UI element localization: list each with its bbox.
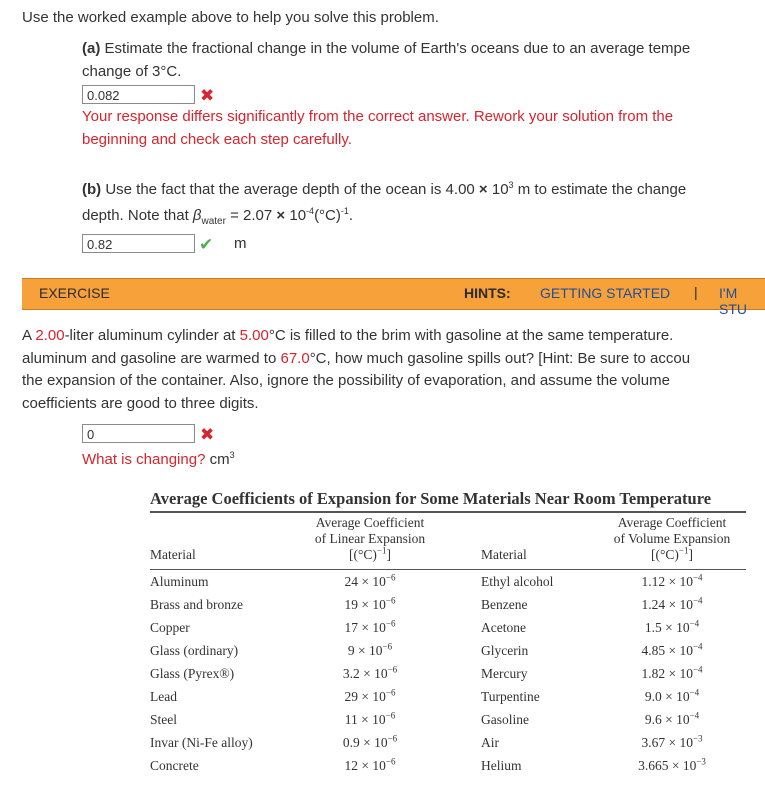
volume-header-line1: Average Coefficient xyxy=(617,515,727,530)
part-b-label: (b) xyxy=(82,181,102,198)
part-a-label: (a) xyxy=(82,40,101,57)
initial-temp-value: 5.00 xyxy=(239,327,269,344)
exercise-line3: the expansion of the container. Also, ignore the possibility of evaporation, and assume the volume xyxy=(22,372,670,389)
linear-header-line1: Average Coefficient xyxy=(315,515,425,530)
exercise-text-p2: -liter aluminum cylinder at xyxy=(64,327,240,344)
exercise-answer-input[interactable]: 0 xyxy=(82,424,195,443)
volume-material-cell: Glycerin xyxy=(481,643,529,658)
exercise-text-p1: A xyxy=(22,327,36,344)
exercise-problem-text xyxy=(22,325,765,415)
volume-material-cell: Benzene xyxy=(481,597,528,612)
exercise-unit: $cm^3$ xyxy=(209,450,235,468)
volume-coefficient-cell: $1.12 \times 10^{-4}$ xyxy=(641,572,703,589)
volume-material-cell: Acetone xyxy=(481,620,526,635)
volume-coefficient-cell: $9.0 \times 10^{-4}$ xyxy=(644,687,700,704)
final-temp-value: 67.0 xyxy=(280,349,310,367)
hints-label: HINTS: xyxy=(464,285,511,301)
linear-coefficient-cell: $12 \times 10^{-6}$ xyxy=(344,756,396,773)
part-a-feedback-line1: Your response differs significantly from the correct answer. Rework your solution from the xyxy=(82,108,674,125)
correct-check-icon: ✔ xyxy=(199,235,214,254)
volume-coefficient-cell: $3.665 \times 10^{-3}$ xyxy=(638,756,706,773)
part-b-answer-input[interactable]: 0.82 xyxy=(82,234,195,253)
volume-coefficient-cell: $3.67 \times 10^{-3}$ xyxy=(641,733,703,750)
part-b-exp: 3 xyxy=(508,180,514,190)
exercise-feedback xyxy=(82,451,235,468)
volume-material-cell: Ethyl alcohol xyxy=(481,574,554,589)
incorrect-x-icon: ✖ xyxy=(200,86,215,105)
volume-header-line3: $[(^\circ C)^{-1}]$ xyxy=(651,545,693,562)
linear-coefficient-cell: $24 \times 10^{-6}$ xyxy=(344,572,396,589)
linear-header-line3: $[(^\circ C)^{-1}]$ xyxy=(349,545,391,562)
part-b-unit: m xyxy=(234,235,247,252)
linear-material-cell: Lead xyxy=(150,689,177,704)
exercise-label: EXERCISE xyxy=(39,285,110,301)
banner-separator: | xyxy=(694,284,698,300)
part-b-line2-unit-exp: -1 xyxy=(340,206,349,216)
linear-header-line2: of Linear Expansion xyxy=(314,531,426,546)
part-b-line2-pre: depth. Note that xyxy=(82,207,189,224)
linear-material-cell: Invar (Ni-Fe alloy) xyxy=(150,735,253,750)
linear-coefficient-cell: $17 \times 10^{-6}$ xyxy=(344,618,396,635)
exercise-text-p5: °C, how much gasoline spills out? [Hint: Be sure to accou xyxy=(309,349,691,367)
exercise-line1 xyxy=(22,325,765,348)
incorrect-x-icon: ✖ xyxy=(200,425,215,444)
table-title: Average Coefficients of Expansion for Some Materials Near Room Temperature xyxy=(150,489,712,508)
volume-material-cell: Helium xyxy=(481,758,522,773)
linear-coefficient-cell: $9 \times 10^{-6}$ xyxy=(347,641,393,658)
linear-material-cell: Copper xyxy=(150,620,190,635)
table-header-rule xyxy=(150,569,746,570)
volume-material-cell: Mercury xyxy=(481,666,528,681)
part-a-feedback-line2: beginning and check each step carefully. xyxy=(82,131,352,148)
exercise-line4: coefficients are good to three digits. xyxy=(22,394,259,412)
table-top-rule xyxy=(150,511,746,513)
linear-coefficient-cell: $29 \times 10^{-6}$ xyxy=(344,687,396,704)
linear-coefficient-cell: $19 \times 10^{-6}$ xyxy=(344,595,396,612)
linear-material-cell: Brass and bronze xyxy=(150,597,243,612)
part-b-line2-exp: -4 xyxy=(306,206,315,216)
linear-material-cell: Glass (Pyrex®) xyxy=(150,666,235,681)
part-b-text-post: m to estimate the change xyxy=(517,181,687,198)
part-a-text-line2: change of 3°C. xyxy=(82,63,182,80)
material-column-header: Material xyxy=(150,547,196,562)
volume-coefficient-cell: $1.5 \times 10^{-4}$ xyxy=(644,618,700,635)
part-b-line2-end: . xyxy=(348,207,354,224)
material2-column-header: Material xyxy=(481,547,527,562)
exercise-line2 xyxy=(22,348,765,371)
exercise-text-p3: °C is filled to the brim with gasoline at the same temperature. xyxy=(268,327,674,344)
part-b-line2-base: 10 xyxy=(289,207,307,224)
exercise-text-p4: aluminum and gasoline are warmed to xyxy=(22,349,281,367)
volume-material-cell: Gasoline xyxy=(481,712,529,727)
beta-symbol: β xyxy=(192,207,202,224)
part-a-question xyxy=(82,40,690,57)
volume-header-line2: of Volume Expansion xyxy=(613,531,731,546)
part-a-answer-input[interactable]: 0.082 xyxy=(82,85,195,104)
getting-started-link[interactable]: GETTING STARTED xyxy=(540,285,671,301)
exercise-banner xyxy=(22,278,765,317)
part-b-text-line2 xyxy=(82,206,354,227)
part-b-line2-unit: (°C) xyxy=(314,207,341,224)
linear-coefficient-cell: $0.9 \times 10^{-6}$ xyxy=(342,733,398,750)
im-stuck-link[interactable]: I'M STU xyxy=(719,285,747,317)
part-b-line2-eq: = 2.07 xyxy=(230,207,273,224)
part-a-text-line1: Estimate the fractional change in the volume of Earth's oceans due to an average tempe xyxy=(104,40,691,57)
instructions-text: Use the worked example above to help you solve this problem. xyxy=(22,9,439,26)
part-b-question xyxy=(82,181,686,198)
volume-coefficient-cell: $9.6 \times 10^{-4}$ xyxy=(644,710,700,727)
times-symbol: × xyxy=(276,207,286,224)
linear-material-cell: Steel xyxy=(150,712,177,727)
times-symbol: × xyxy=(478,181,488,198)
exercise-feedback-text: What is changing? xyxy=(82,451,206,468)
volume-material-cell: Turpentine xyxy=(481,689,540,704)
linear-material-cell: Aluminum xyxy=(150,574,209,589)
volume-value: 2.00 xyxy=(35,327,65,344)
linear-coefficient-cell: $11 \times 10^{-6}$ xyxy=(344,710,396,727)
linear-material-cell: Glass (ordinary) xyxy=(150,643,239,658)
volume-expansion-header xyxy=(592,515,752,563)
volume-coefficient-cell: $4.85 \times 10^{-4}$ xyxy=(641,641,703,658)
part-b-base: 10 xyxy=(491,181,509,198)
volume-material-cell: Air xyxy=(481,735,499,750)
linear-coefficient-cell: $3.2 \times 10^{-6}$ xyxy=(342,664,398,681)
beta-subscript: water xyxy=(201,216,226,227)
volume-coefficient-cell: $1.82 \times 10^{-4}$ xyxy=(641,664,703,681)
linear-material-cell: Concrete xyxy=(150,758,199,773)
part-b-text-pre: Use the fact that the average depth of the ocean is 4.00 xyxy=(105,181,475,198)
volume-coefficient-cell: $1.24 \times 10^{-4}$ xyxy=(641,595,703,612)
linear-expansion-header xyxy=(285,515,455,563)
